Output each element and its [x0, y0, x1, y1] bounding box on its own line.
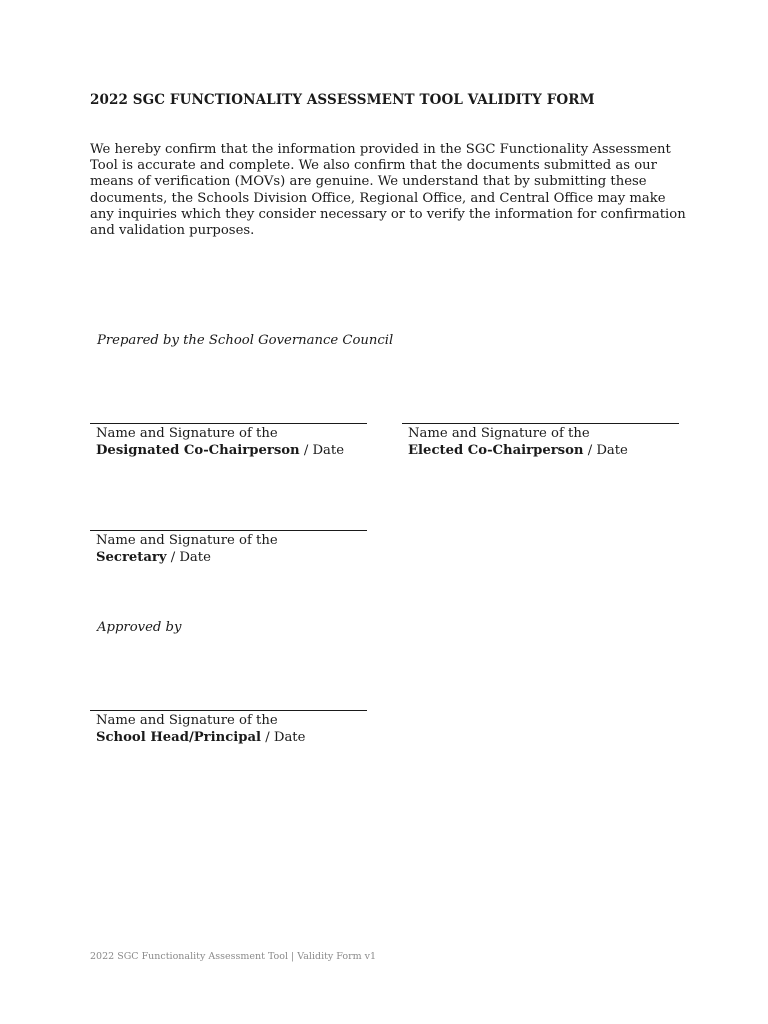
signature-caption [402, 424, 679, 459]
page-footer: 2022 SGC Functionality Assessment Tool | Validity Form v1 [90, 951, 377, 962]
signature-caption-line2 [96, 549, 367, 566]
signature-caption-line1: Name and Signature of the [96, 426, 278, 441]
signature-block-elected-co-chairperson [402, 423, 679, 459]
signature-block-secretary [90, 530, 367, 566]
signature-block-designated-co-chairperson [90, 423, 367, 459]
prepared-by-label: Prepared by the School Governance Council [97, 333, 394, 348]
signature-caption-line1: Name and Signature of the [408, 426, 590, 441]
signature-caption-line2 [96, 729, 367, 746]
signature-date-suffix: / Date [261, 730, 306, 745]
signature-role: Designated Co-Chairperson [96, 443, 300, 458]
signature-caption-line1: Name and Signature of the [96, 533, 278, 548]
document-title: 2022 SGC FUNCTIONALITY ASSESSMENT TOOL VALIDITY FORM [90, 92, 595, 108]
signature-role: School Head/Principal [96, 730, 262, 745]
signature-block-school-head [90, 710, 367, 746]
signature-caption-line2 [408, 442, 679, 459]
signature-caption-line1: Name and Signature of the [96, 713, 278, 728]
signature-caption [90, 424, 367, 459]
signature-caption-line2 [96, 442, 367, 459]
signature-date-suffix: / Date [299, 443, 345, 458]
approved-by-label: Approved by [97, 620, 182, 635]
signature-date-suffix: / Date [166, 550, 211, 565]
signature-role: Secretary [96, 550, 167, 565]
confirmation-statement: We hereby confirm that the information provided in the SGC Functionality Assessment Tool is accurate and complete. We also confirm that the documents submitted as our means of verification (MOVs) are genuine. We understand that by submitting these documents, the Schools Division Office, Regional Office, and Central Office may make any inquiries which they consider necessary or to verify the information for confirmation and validation purposes. [90, 142, 686, 239]
signature-caption [90, 531, 367, 566]
signature-caption [90, 711, 367, 746]
signature-date-suffix: / Date [583, 443, 628, 458]
signature-role: Elected Co-Chairperson [408, 443, 584, 458]
